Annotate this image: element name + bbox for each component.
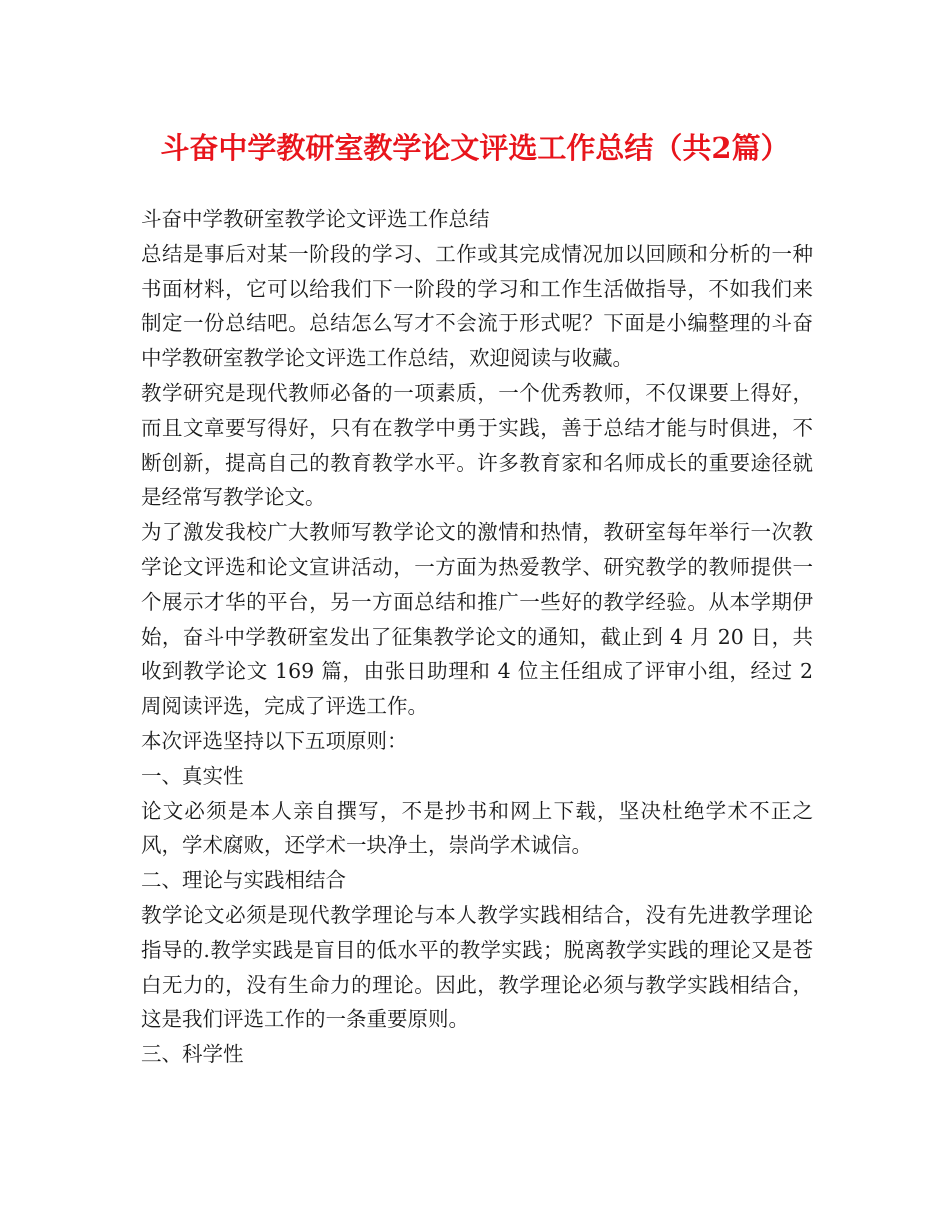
principle-heading-1: 一、真实性 (141, 763, 244, 788)
document-body (141, 202, 813, 1072)
principle-heading-2: 二、理论与实践相结合 (141, 868, 346, 893)
principle-heading-3: 三、科学性 (141, 1042, 244, 1067)
principles-intro: 本次评选坚持以下五项原则： (141, 728, 408, 753)
research-paragraph: 教学研究是现代教师必备的一项素质，一个优秀教师，不仅课要上得好，而且文章要写得好，只有在教学中勇于实践，善于总结才能与时俱进，不断创新，提高自己的教育教学水平。许多教育家和名师成长的重要途径就是经常写教学论文。 (141, 380, 813, 510)
activity-paragraph: 为了激发我校广大教师写教学论文的激情和热情，教研室每年举行一次教学论文评选和论文宣讲活动，一方面为热爱教学、研究教学的教师提供一个展示才华的平台，另一方面总结和推广一些好的教学经验。从本学期伊始，奋斗中学教研室发出了征集教学论文的通知，截止到 4 月 20 日，共收到教学论文 169 篇，由张日助理和 4 位主任组成了评审小组，经过 2 周阅读评选，完成了评选工作。 (141, 520, 813, 719)
principle-text-1: 论文必须是本人亲自撰写，不是抄书和网上下载，坚决杜绝学术不正之风，学术腐败，还学术一块净土，崇尚学术诚信。 (141, 798, 813, 858)
document-title: 斗奋中学教研室教学论文评选工作总结（共2篇） (160, 131, 790, 165)
intro-paragraph: 总结是事后对某一阶段的学习、工作或其完成情况加以回顾和分析的一种书面材料，它可以给我们下一阶段的学习和工作生活做指导，不如我们来制定一份总结吧。总结怎么写才不会流于形式呢？下面是小编整理的斗奋中学教研室教学论文评选工作总结，欢迎阅读与收藏。 (141, 241, 813, 371)
principle-text-2: 教学论文必须是现代教学理论与本人教学实践相结合，没有先进教学理论指导的.教学实践是盲目的低水平的教学实践；脱离教学实践的理论又是苍白无力的，没有生命力的理论。因此，教学理论必须与教学实践相结合，这是我们评选工作的一条重要原则。 (141, 902, 813, 1032)
subtitle-paragraph: 斗奋中学教研室教学论文评选工作总结 (141, 207, 490, 231)
